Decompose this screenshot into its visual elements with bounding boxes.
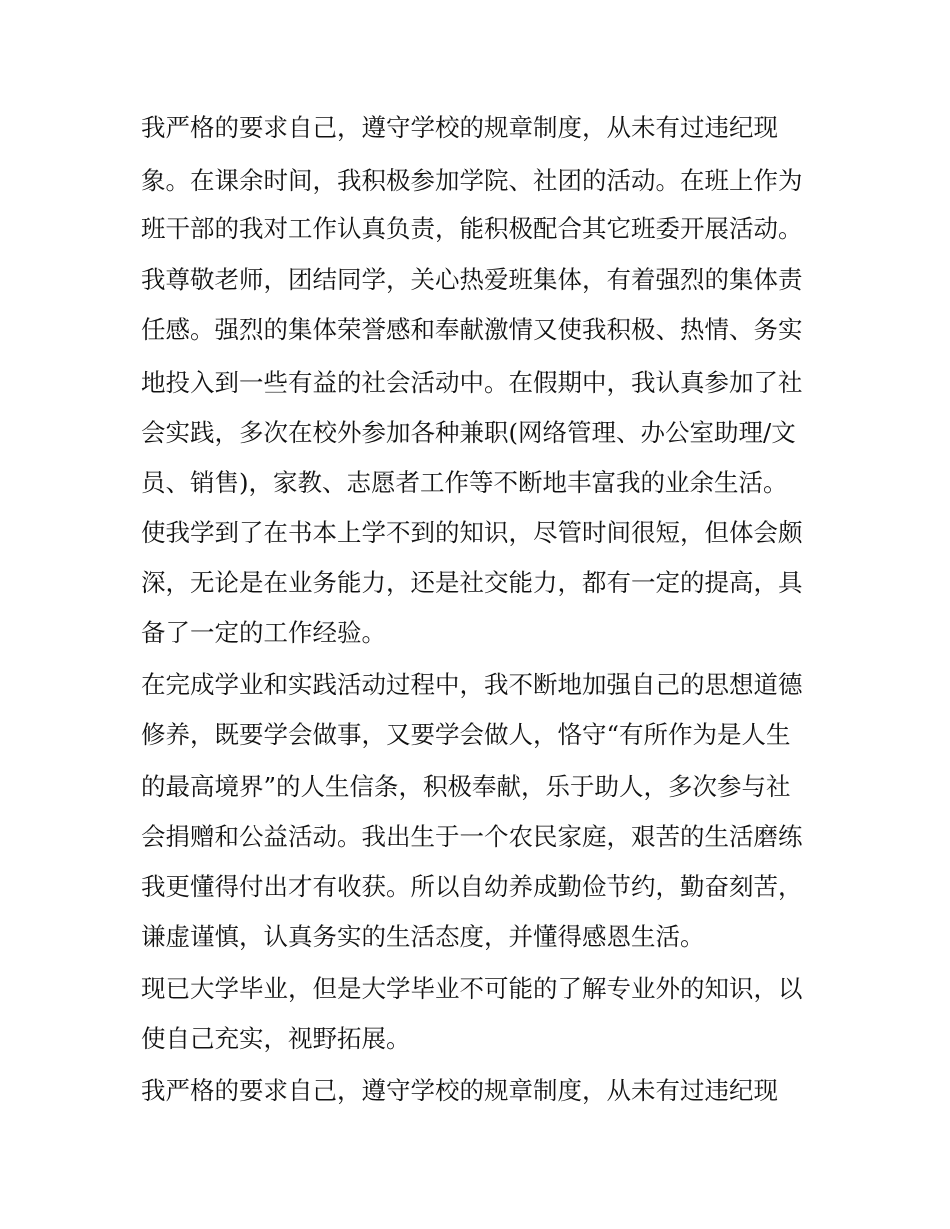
text-line-10: 深，无论是在业务能力，还是社交能力，都有一定的提高，具 [141,568,803,597]
text-line-7: 会实践，多次在校外参加各种兼职(网络管理、办公室助理/文 [141,418,796,447]
text-line-15: 会捐赠和公益活动。我出生于一个农民家庭，艰苦的生活磨练 [141,822,803,851]
text-line-13: 修养，既要学会做事，又要学会做人，恪守“有所作为是人生 [141,720,791,749]
text-line-8: 员、销售)，家教、志愿者工作等不断地丰富我的业余生活。 [141,468,788,497]
text-line-3: 班干部的我对工作认真负责，能积极配合其它班委开展活动。 [141,214,803,243]
text-line-4: 我尊敬老师，团结同学，关心热爱班集体，有着强烈的集体责 [141,265,803,294]
text-line-11: 备了一定的工作经验。 [141,618,386,647]
text-line-20: 我严格的要求自己，遵守学校的规章制度，从未有过违纪现 [141,1076,778,1105]
text-line-14: 的最高境界”的人生信条，积极奉献，乐于助人，多次参与社 [141,772,791,801]
text-line-6: 地投入到一些有益的社会活动中。在假期中，我认真参加了社 [141,368,803,397]
text-line-9: 使我学到了在书本上学不到的知识，尽管时间很短，但体会颇 [141,518,803,547]
text-line-2: 象。在课余时间，我积极参加学院、社团的活动。在班上作为 [141,166,803,195]
text-line-12: 在完成学业和实践活动过程中，我不断地加强自己的思想道德 [141,670,803,699]
text-line-17: 谦虚谨慎，认真务实的生活态度，并懂得感恩生活。 [141,922,705,951]
text-line-1: 我严格的要求自己，遵守学校的规章制度，从未有过违纪现 [141,113,778,142]
text-line-19: 使自己充实，视野拓展。 [141,1024,411,1053]
text-line-16: 我更懂得付出才有收获。所以自幼养成勤俭节约，勤奋刻苦， [141,872,803,901]
text-line-5: 任感。强烈的集体荣誉感和奉献激情又使我积极、热情、务实 [141,315,803,344]
text-line-18: 现已大学毕业，但是大学毕业不可能的了解专业外的知识，以 [141,974,803,1003]
